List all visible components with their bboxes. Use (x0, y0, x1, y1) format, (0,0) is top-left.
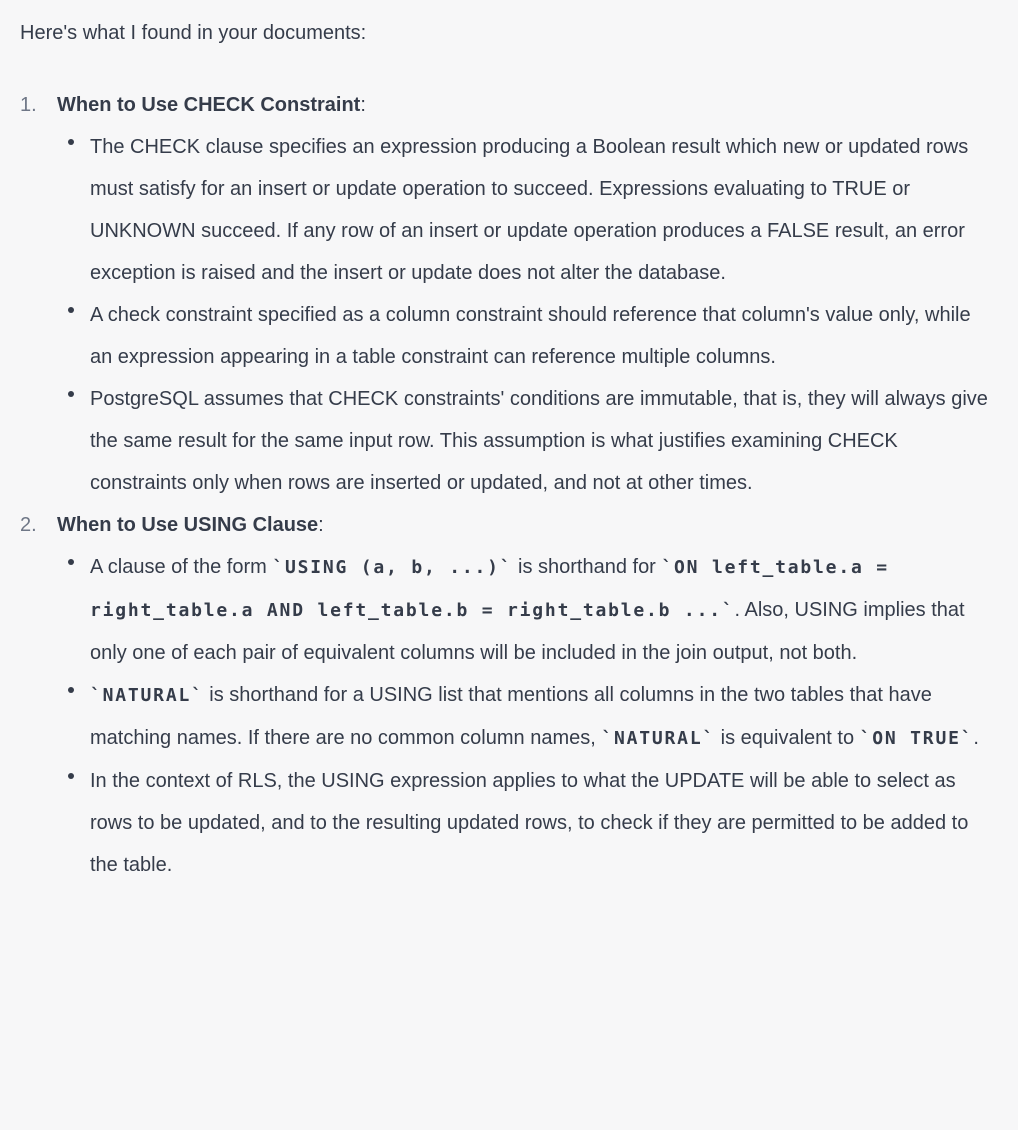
bullet-item (66, 674, 995, 760)
bullet-icon (66, 378, 90, 420)
bullet-icon (66, 126, 90, 168)
inline-code: `ON left_table.a = right_table.a AND left_table.b = right_table.b ...` (90, 557, 889, 621)
bullet-item (66, 546, 995, 674)
bullet-icon (66, 546, 90, 588)
list-item-heading (20, 84, 995, 126)
bullet-text: `NATURAL` is shorthand for a USING list that mentions all columns in the two tables that have matching names. If there are no common column names, `NATURAL` is equivalent to `ON TRUE`. (90, 684, 979, 749)
findings-list (20, 84, 995, 886)
bullet-text: A check constraint specified as a column constraint should reference that column's value only, while an expression appearing in a table constraint can reference multiple columns. (90, 304, 971, 368)
inline-code: `NATURAL` (90, 685, 204, 706)
bullet-item (66, 126, 995, 294)
list-item-number: 1. (20, 94, 37, 116)
list-item-title-bold: When to Use CHECK Constraint (57, 94, 361, 116)
bullet-item (66, 378, 995, 504)
bullet-item (66, 294, 995, 378)
bullet-list (20, 546, 995, 886)
inline-code: `ON TRUE` (859, 728, 974, 749)
list-item-title (57, 504, 324, 546)
bullet-list (20, 126, 995, 504)
list-item-title-suffix: : (360, 94, 366, 116)
list-item-title-bold: When to Use USING Clause (57, 514, 319, 536)
bullet-icon (66, 760, 90, 802)
list-item-title-suffix: : (318, 514, 324, 536)
list-item (20, 504, 995, 886)
bullet-text: In the context of RLS, the USING expression applies to what the UPDATE will be able to select as rows to be updated, and to the resulting updated rows, to check if they are permitted to be added to the table. (90, 770, 969, 876)
list-item-heading (20, 504, 995, 546)
intro-text: Here's what I found in your documents: (20, 22, 367, 44)
inline-code: `USING (a, b, ...)` (272, 557, 513, 578)
list-item (20, 84, 995, 504)
inline-code: `NATURAL` (601, 728, 716, 749)
bullet-icon (66, 674, 90, 716)
bullet-text: The CHECK clause specifies an expression producing a Boolean result which new or updated rows must satisfy for an insert or update operation to succeed. Expressions evaluating to TRUE or UNKNOWN succeed. If any row of an insert or update operation produces a FALSE result, an error exception is raised and the insert or update does not alter the database. (90, 136, 969, 284)
bullet-text: A clause of the form `USING (a, b, ...)` is shorthand for `ON left_table.a = right_table.a AND left_table.b = right_table.b ...`. Also, USING implies that only one of each pair of equivalent columns will be included in the join output, not both. (90, 556, 965, 664)
list-item-number: 2. (20, 514, 37, 536)
list-item-title (57, 84, 366, 126)
bullet-text: PostgreSQL assumes that CHECK constraints' conditions are immutable, that is, they will always give the same result for the same input row. This assumption is what justifies examining CHECK constraints only when rows are inserted or updated, and not at other times. (90, 388, 988, 494)
bullet-icon (66, 294, 90, 336)
bullet-item (66, 760, 995, 886)
